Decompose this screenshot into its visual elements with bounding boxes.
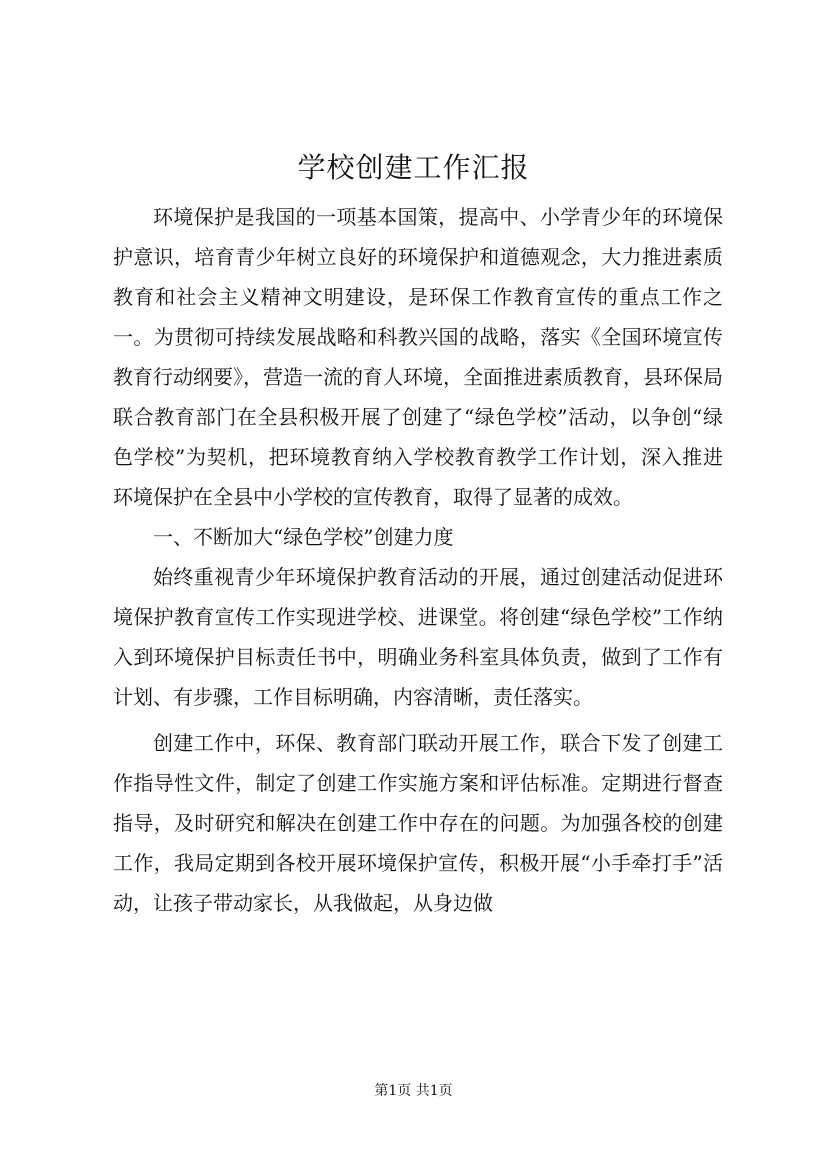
section-heading-1: 一、不断加大“绿色学校”创建力度 — [153, 525, 454, 549]
document-title: 学校创建工作汇报 — [297, 151, 530, 184]
paragraph-section-1-continued: 创建工作中，环保、教育部门联动开展工作，联合下发了创建工作指导性文件，制定了创建工作实施方案和评估标准。定期进行督查指导，及时研究和解决在创建工作中存在的问题。为加强各校的创建工作，我局定期到各校开展环境保护宣传，积极开展“小手牵打手”活动，让孩子带动家长，从我做起，从身边做 — [113, 731, 723, 915]
paragraph-section-1: 始终重视青少年环境保护教育活动的开展，通过创建活动促进环境保护教育宣传工作实现进学校、进课堂。将创建“绿色学校”工作纳入到环境保护目标责任书中，明确业务科室具体负责，做到了工作有计划、有步骤，工作目标明确，内容清晰，责任落实。 — [113, 565, 723, 709]
document-body — [113, 197, 723, 923]
page-footer: 第1页 共1页 — [374, 1083, 453, 1099]
paragraph-intro: 环境保护是我国的一项基本国策，提高中、小学青少年的环境保护意识，培育青少年树立良好的环境保护和道德观念，大力推进素质教育和社会主义精神文明建设，是环保工作教育宣传的重点工作之一。为贯彻可持续发展战略和科教兴国的战略，落实《全国环境宣传教育行动纲要》，营造一流的育人环境，全面推进素质教育，县环保局联合教育部门在全县积极开展了创建了“绿色学校”活动，以争创“绿色学校”为契机，把环境教育纳入学校教育教学工作计划，深入推进环境保护在全县中小学校的宣传教育，取得了显著的成效。 — [113, 205, 723, 509]
